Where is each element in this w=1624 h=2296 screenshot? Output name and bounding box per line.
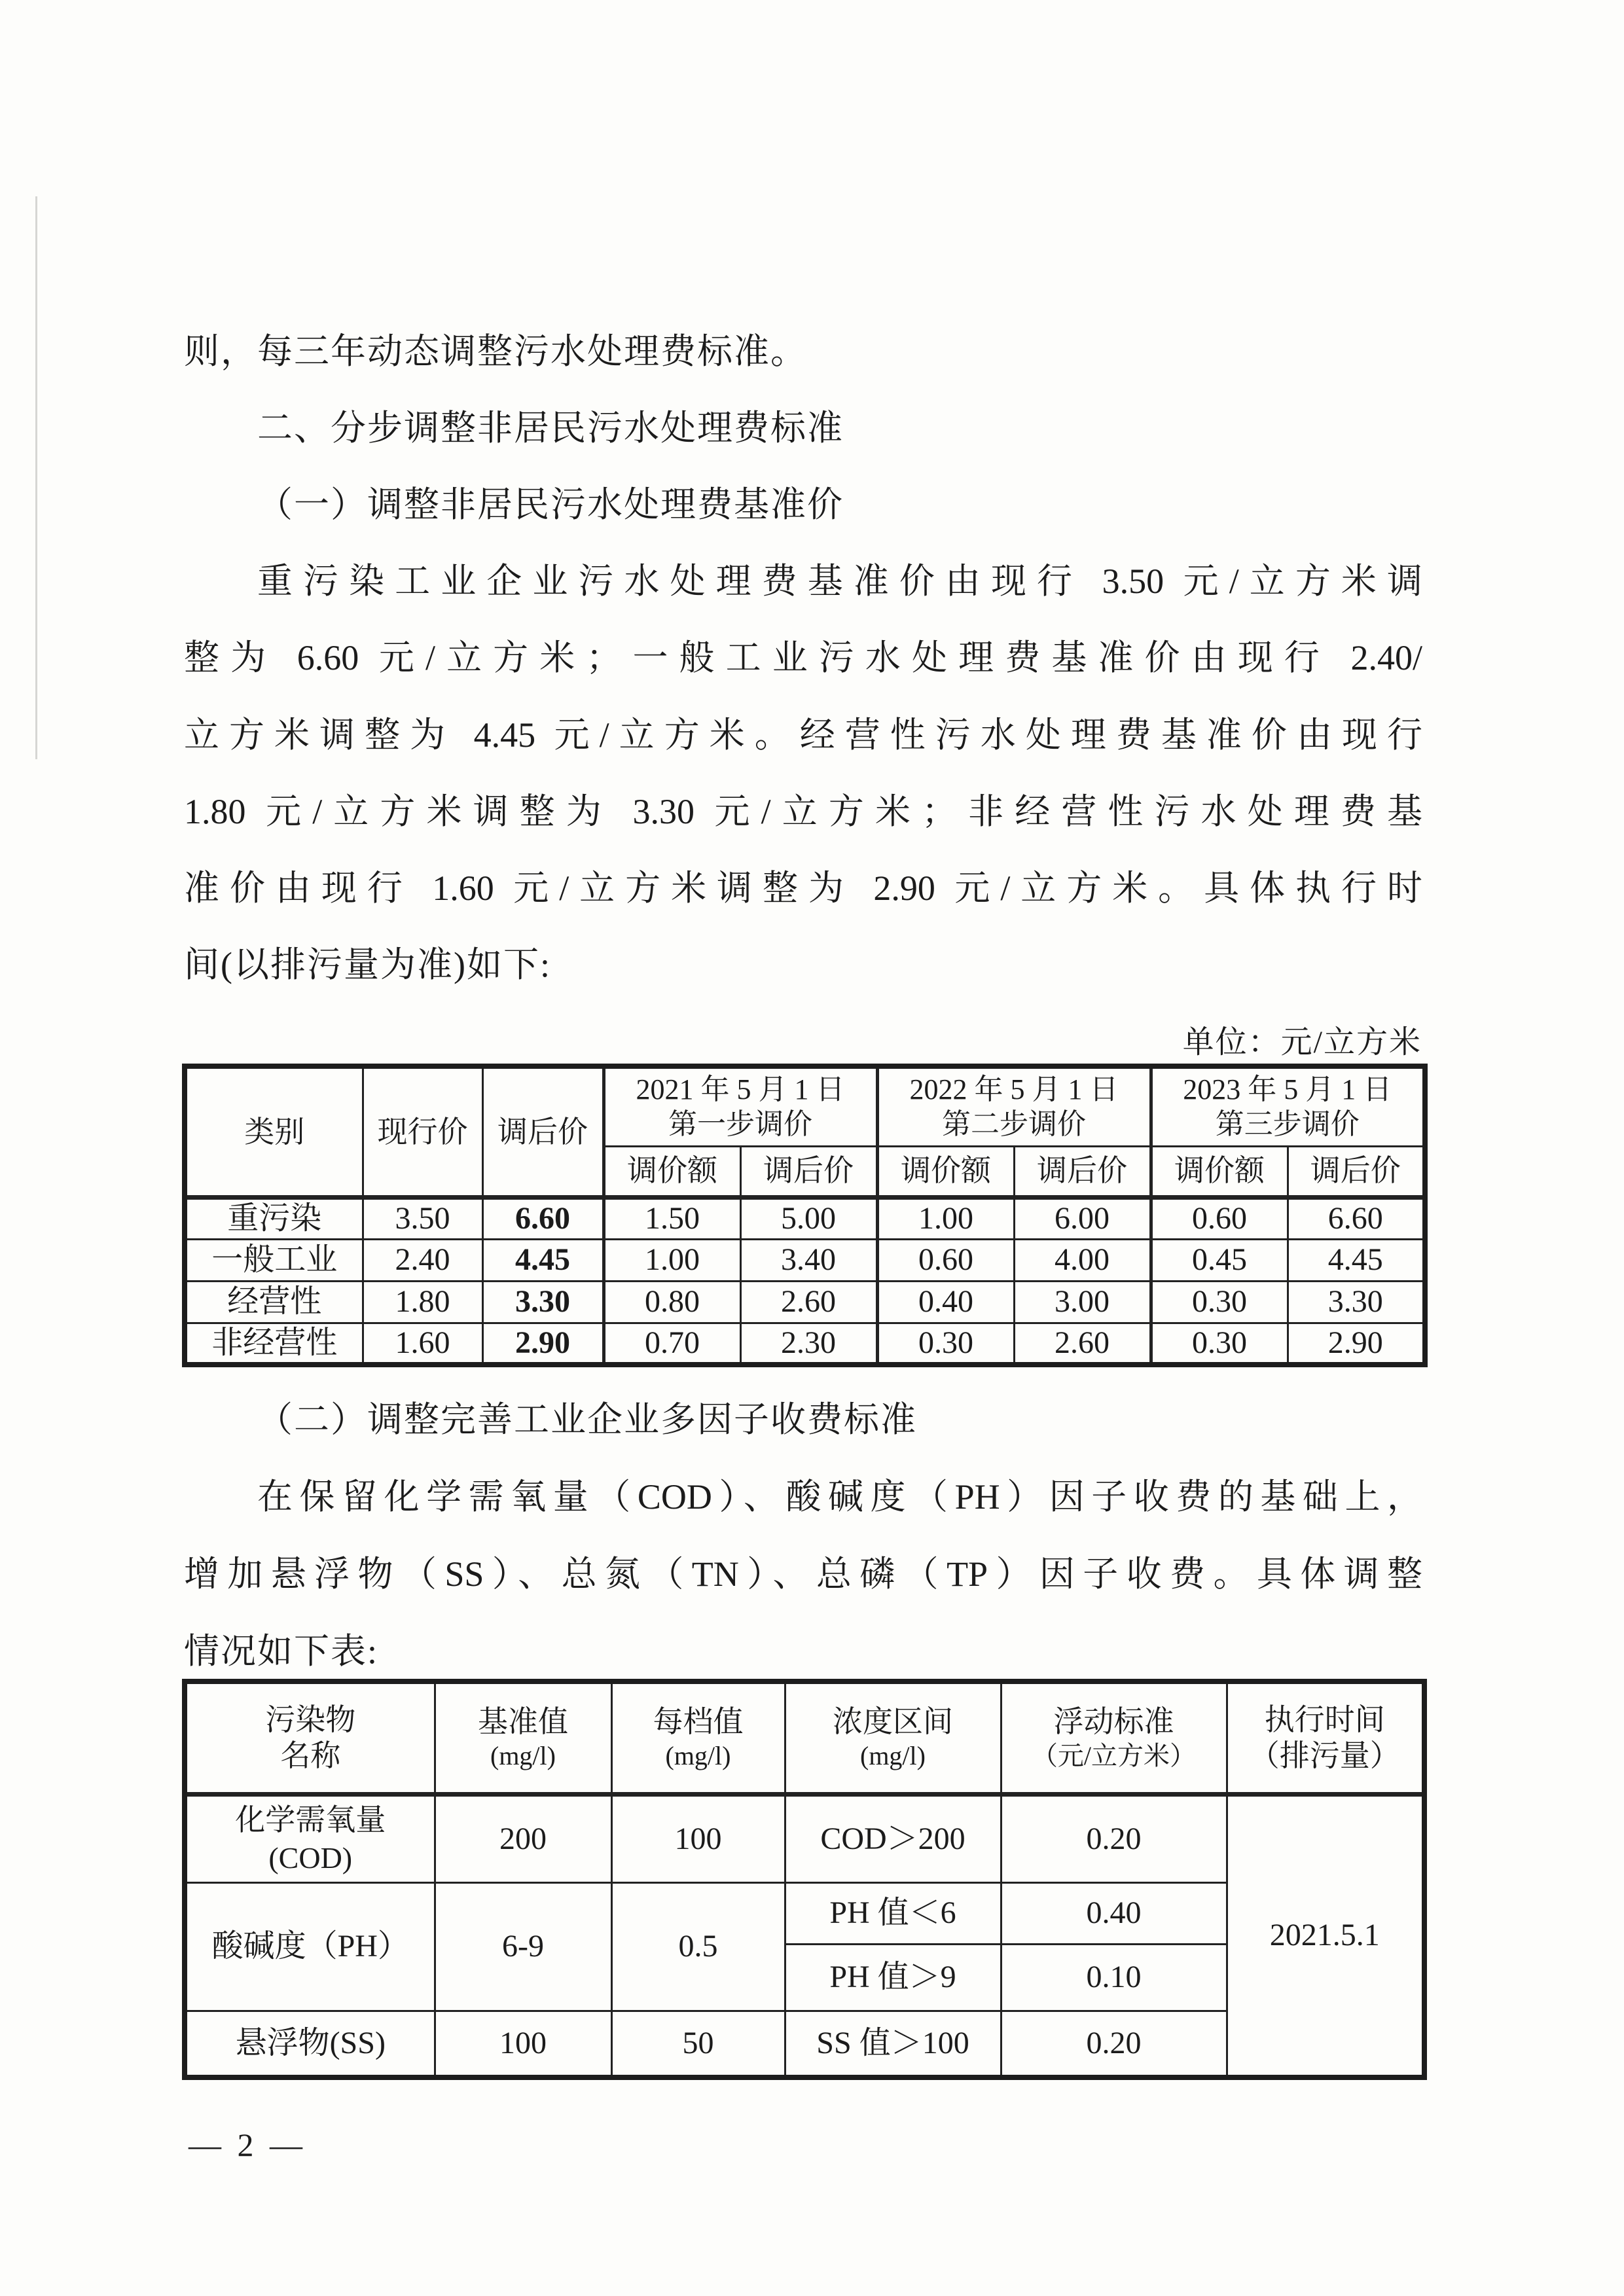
table-cell: 重污染 bbox=[185, 1197, 363, 1239]
table2-row-cod bbox=[185, 1794, 1424, 1882]
table1-step1-date: 2021 年 5 月 1 日 bbox=[636, 1073, 845, 1105]
table2-header-range-line1: 浓度区间 bbox=[833, 1704, 953, 1738]
table-cell: 0.10 bbox=[1001, 1944, 1227, 2011]
table-cell: 悬浮物(SS) bbox=[185, 2011, 435, 2077]
table-cell: 0.40 bbox=[877, 1281, 1014, 1323]
table2-header-exec bbox=[1227, 1681, 1424, 1794]
table2-header-range bbox=[785, 1681, 1001, 1794]
table2-header-rate bbox=[1001, 1681, 1227, 1794]
table-cell: 0.30 bbox=[877, 1323, 1014, 1365]
table1-sub-amount-1: 调价额 bbox=[604, 1146, 740, 1197]
table-cell: 0.60 bbox=[877, 1239, 1014, 1281]
table-cell: 0.70 bbox=[604, 1323, 740, 1365]
table-cell: 0.30 bbox=[1151, 1281, 1288, 1323]
table-cell: 0.45 bbox=[1151, 1239, 1288, 1281]
section-2-1-heading: （一）调整非居民污水处理费基准价 bbox=[257, 485, 844, 524]
table-cell: 4.45 bbox=[1288, 1239, 1425, 1281]
table-cell: 一般工业 bbox=[185, 1239, 363, 1281]
table1-step1-label: 第一步调价 bbox=[668, 1108, 812, 1141]
body-line-1: 则，每三年动态调整污水处理费标准。 bbox=[184, 332, 807, 371]
table-cell: 3.40 bbox=[740, 1239, 877, 1281]
table2-header-row bbox=[185, 1681, 1424, 1794]
table2-header-base-unit: (mg/l) bbox=[490, 1740, 556, 1770]
table2-exec-time-cell: 2021.5.1 bbox=[1227, 1794, 1424, 2077]
table-cell: 6.00 bbox=[1014, 1197, 1151, 1239]
para1-line-6: 间(以排污量为准)如下: bbox=[184, 945, 551, 984]
table1-sub-amount-2: 调价额 bbox=[877, 1146, 1014, 1197]
table1-header-adjusted: 调后价 bbox=[482, 1066, 604, 1197]
table-cell: 1.00 bbox=[877, 1197, 1014, 1239]
table1-row-commercial bbox=[185, 1281, 1425, 1323]
price-adjustment-table bbox=[182, 1064, 1428, 1367]
table-cell: 酸碱度（PH） bbox=[185, 1882, 435, 2011]
table2-header-step bbox=[611, 1681, 785, 1794]
table1-header-row-1 bbox=[185, 1066, 1425, 1146]
para2-line-3: 情况如下表: bbox=[184, 1632, 379, 1671]
table-cell: 2.90 bbox=[482, 1323, 604, 1365]
table-cell: 2.90 bbox=[1288, 1323, 1425, 1365]
table1-sub-amount-3: 调价额 bbox=[1151, 1146, 1288, 1197]
table-cell: SS 值＞100 bbox=[785, 2011, 1001, 2077]
table-cell: 2.40 bbox=[363, 1239, 482, 1281]
table-cell: 3.30 bbox=[482, 1281, 604, 1323]
table2-header-exec-line2: （排污量） bbox=[1249, 1739, 1400, 1773]
table-cell: 1.80 bbox=[363, 1281, 482, 1323]
table1-header-step3 bbox=[1151, 1066, 1425, 1146]
table-cell: 0.5 bbox=[611, 1882, 785, 2011]
para1-line-4: 1.80 元/立方米调整为 3.30 元/立方米；非经营性污水处理费基 bbox=[184, 792, 1422, 831]
table1-header-step2 bbox=[877, 1066, 1151, 1146]
table-cell: 0.20 bbox=[1001, 1794, 1227, 1882]
table2-header-pollutant-line1: 污染物 bbox=[265, 1703, 356, 1737]
table-cell: 2.30 bbox=[740, 1323, 877, 1365]
table-cell: 0.80 bbox=[604, 1281, 740, 1323]
table1-step2-date: 2022 年 5 月 1 日 bbox=[909, 1073, 1119, 1105]
table-cell: 2.60 bbox=[1014, 1323, 1151, 1365]
cod-name-line1: 化学需氧量 bbox=[235, 1803, 386, 1837]
para1-line-5: 准价由现行 1.60 元/立方米调整为 2.90 元/立方米。具体执行时 bbox=[184, 869, 1422, 908]
table-cell: 1.00 bbox=[604, 1239, 740, 1281]
table2-header-pollutant-line2: 名称 bbox=[280, 1739, 341, 1773]
table2-header-step-unit: (mg/l) bbox=[665, 1740, 731, 1770]
para1-line-2: 整为 6.60 元/立方米；一般工业污水处理费基准价由现行 2.40/ bbox=[184, 638, 1422, 677]
table1-header-current: 现行价 bbox=[363, 1066, 482, 1197]
para2-line-1: 在保留化学需氧量（COD）、酸碱度（PH）因子收费的基础上， bbox=[257, 1477, 1422, 1516]
table-cell: 2.60 bbox=[740, 1281, 877, 1323]
page-number: — 2 — bbox=[189, 2126, 306, 2163]
table-cell: 0.20 bbox=[1001, 2011, 1227, 2077]
section-2-heading: 二、分步调整非居民污水处理费标准 bbox=[257, 408, 844, 448]
table-cell: 0.30 bbox=[1151, 1323, 1288, 1365]
table2-header-base bbox=[435, 1681, 611, 1794]
table1-row-noncommercial bbox=[185, 1323, 1425, 1365]
table-cell: 50 bbox=[611, 2011, 785, 2077]
table-cell: 6.60 bbox=[482, 1197, 604, 1239]
table-cell: 6.60 bbox=[1288, 1197, 1425, 1239]
table-cell: 200 bbox=[435, 1794, 611, 1882]
table-cell: COD＞200 bbox=[785, 1794, 1001, 1882]
para2-line-2: 增加悬浮物（SS）、总氮（TN）、总磷（TP）因子收费。具体调整 bbox=[184, 1554, 1422, 1594]
table-cell bbox=[185, 1794, 435, 1882]
table-cell: 3.50 bbox=[363, 1197, 482, 1239]
table-cell: 100 bbox=[435, 2011, 611, 2077]
table2-header-exec-line1: 执行时间 bbox=[1264, 1703, 1385, 1737]
table-cell: 4.00 bbox=[1014, 1239, 1151, 1281]
para1-line-3: 立方米调整为 4.45 元/立方米。经营性污水处理费基准价由现行 bbox=[184, 715, 1422, 755]
table-cell: 0.40 bbox=[1001, 1882, 1227, 1944]
table1-unit-label: 单位：元/立方米 bbox=[1182, 1025, 1422, 1060]
table-cell: 4.45 bbox=[482, 1239, 604, 1281]
table-cell: 0.60 bbox=[1151, 1197, 1288, 1239]
para1-line-1: 重污染工业企业污水处理费基准价由现行 3.50 元/立方米调 bbox=[257, 562, 1422, 601]
table2-header-rate-unit: （元/立方米） bbox=[1031, 1740, 1197, 1770]
table-cell: PH 值＜6 bbox=[785, 1882, 1001, 1944]
pollutant-factor-table bbox=[182, 1679, 1427, 2080]
section-2-2-heading: （二）调整完善工业企业多因子收费标准 bbox=[257, 1400, 917, 1439]
table-cell: PH 值＞9 bbox=[785, 1944, 1001, 2011]
table-cell: 1.60 bbox=[363, 1323, 482, 1365]
table1-sub-after-1: 调后价 bbox=[740, 1146, 877, 1197]
table-cell: 非经营性 bbox=[185, 1323, 363, 1365]
table-cell: 3.00 bbox=[1014, 1281, 1151, 1323]
table1-row-general-industry bbox=[185, 1239, 1425, 1281]
table2-header-rate-line1: 浮动标准 bbox=[1053, 1704, 1174, 1738]
table1-sub-after-2: 调后价 bbox=[1014, 1146, 1151, 1197]
table-cell: 经营性 bbox=[185, 1281, 363, 1323]
table-cell: 1.50 bbox=[604, 1197, 740, 1239]
table1-header-step1 bbox=[604, 1066, 877, 1146]
scan-artifact-line bbox=[35, 196, 37, 759]
table1-sub-after-3: 调后价 bbox=[1288, 1146, 1425, 1197]
table2-header-step-line1: 每档值 bbox=[653, 1704, 744, 1738]
cod-name-line2: (COD) bbox=[268, 1840, 353, 1874]
table1-header-category: 类别 bbox=[185, 1066, 363, 1197]
table-cell: 100 bbox=[611, 1794, 785, 1882]
table-cell: 3.30 bbox=[1288, 1281, 1425, 1323]
table-cell: 5.00 bbox=[740, 1197, 877, 1239]
table1-step3-date: 2023 年 5 月 1 日 bbox=[1183, 1073, 1392, 1105]
table2-header-base-line1: 基准值 bbox=[478, 1704, 568, 1738]
table1-step3-label: 第三步调价 bbox=[1215, 1108, 1360, 1141]
table-cell: 6-9 bbox=[435, 1882, 611, 2011]
table1-row-heavy-pollution bbox=[185, 1197, 1425, 1239]
table2-header-range-unit: (mg/l) bbox=[860, 1740, 926, 1770]
table1-step2-label: 第二步调价 bbox=[942, 1108, 1086, 1141]
table2-header-pollutant bbox=[185, 1681, 435, 1794]
